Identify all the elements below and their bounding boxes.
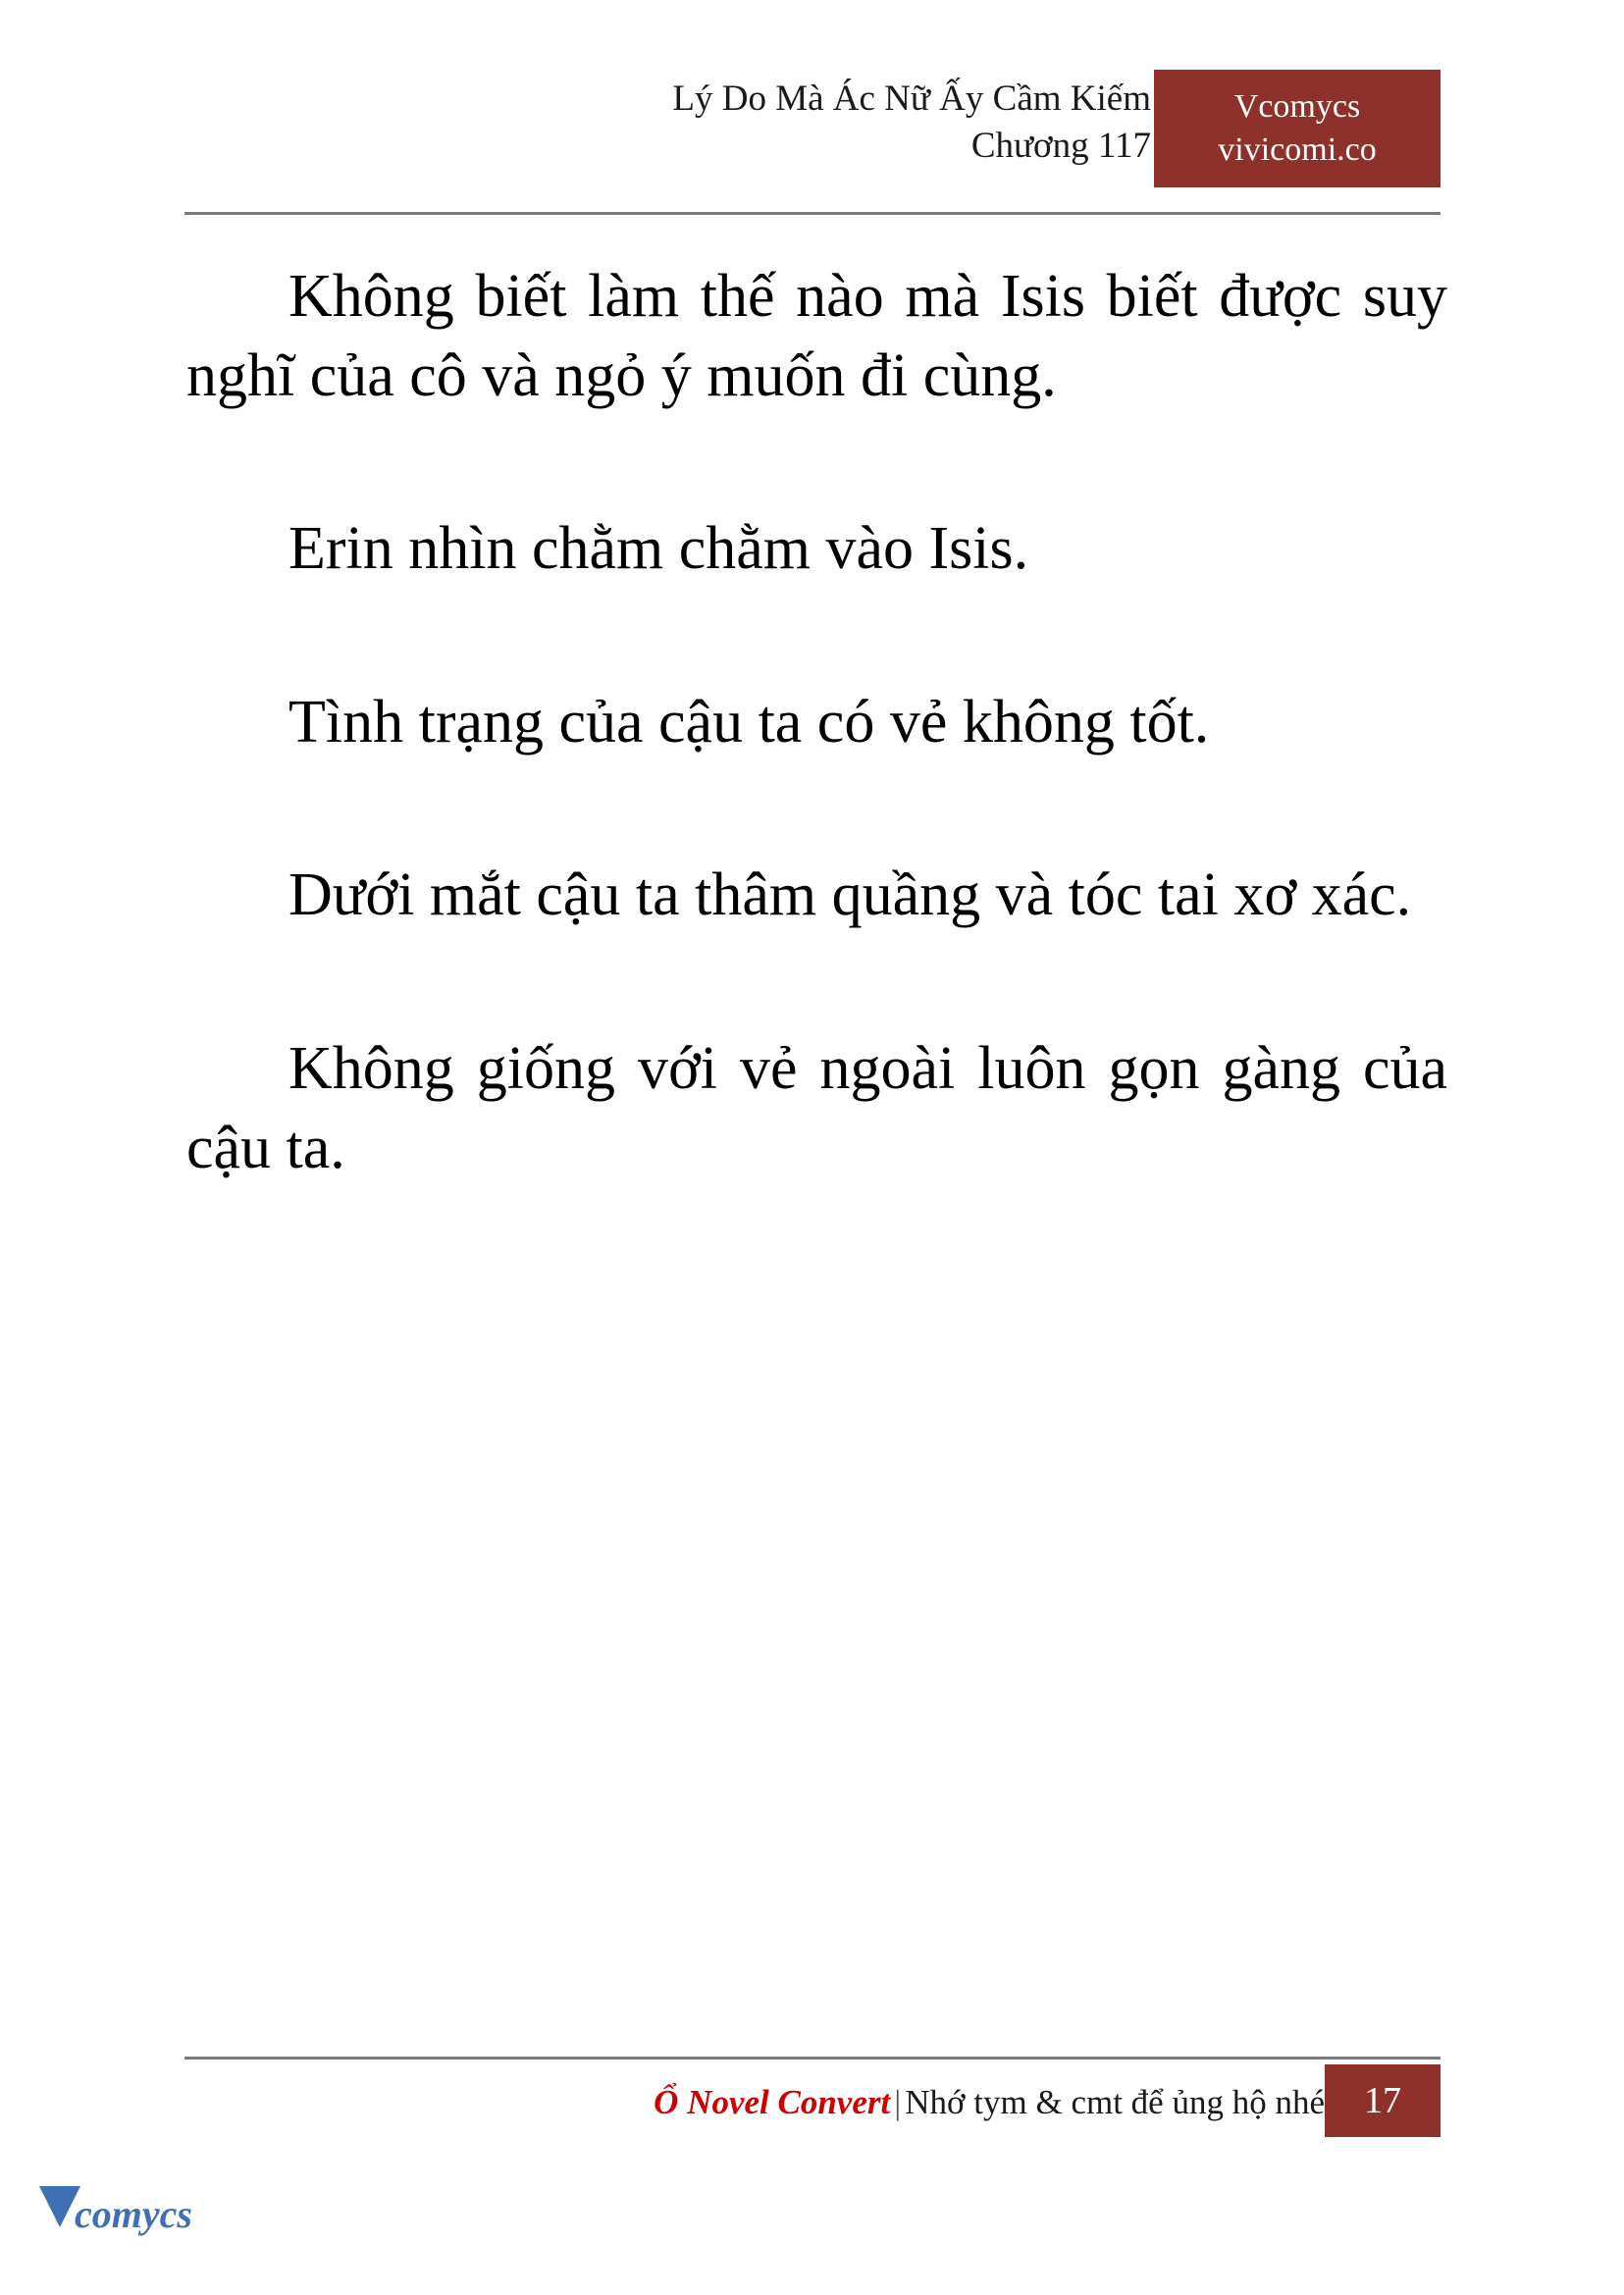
site-badge [1154,70,1441,187]
paragraph: Dưới mắt cậu ta thâm quầng và tóc tai xơ xác. [288,861,1412,929]
footer-note: Nhớ tym & cmt để ủng hộ nhé [905,2083,1325,2121]
footer-credit [654,2078,1325,2126]
paragraph: Tình trạng của cậu ta có vẻ không tốt. [288,688,1210,756]
paragraph: Không giống với vẻ ngoài luôn gọn gàng của cậu ta. [186,1034,1447,1181]
svg-text:comycs: comycs [75,2192,192,2236]
footer-brand: Ổ Novel Convert [654,2083,891,2121]
page-content [186,257,1447,1187]
chapter-label: Chương 117 [970,126,1151,166]
site-badge-url: vivicomi.co [1218,131,1377,168]
footer-divider [184,2057,1441,2060]
novel-title: Lý Do Mà Ác Nữ Ấy Cầm Kiếm [672,78,1151,119]
site-badge-name: Vcomycs [1233,87,1361,125]
page-number-badge: 17 [1325,2064,1441,2137]
page-header [184,77,1441,209]
header-divider [184,212,1441,215]
page-footer [184,2070,1441,2139]
footer-separator: | [894,2083,902,2121]
header-inner [184,77,1441,192]
paragraph: Erin nhìn chằm chằm vào Isis. [288,515,1029,583]
vcomycs-watermark-logo [35,2176,261,2261]
paragraph: Không biết làm thế nào mà Isis biết được suy nghĩ của cô và ngỏ ý muốn đi cùng. [186,263,1447,409]
